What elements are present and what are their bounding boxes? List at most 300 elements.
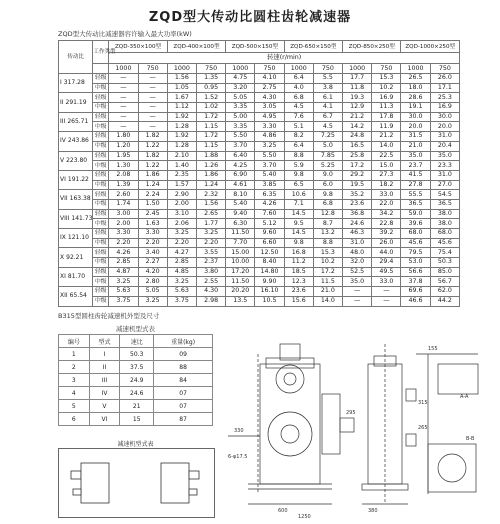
power-cell: 1.92 bbox=[167, 112, 196, 122]
power-cell: 23.3 bbox=[430, 161, 459, 171]
power-cell: 46.6 bbox=[401, 296, 430, 306]
power-cell: 15.6 bbox=[284, 296, 313, 306]
power-cell: 9.5 bbox=[284, 219, 313, 229]
type-table bbox=[58, 334, 213, 426]
roman-numeral: VI bbox=[60, 176, 66, 184]
power-cell: 27.0 bbox=[430, 180, 459, 190]
power-cell: 1.35 bbox=[196, 74, 225, 84]
model-header: ZQD-850×250型 bbox=[343, 41, 401, 53]
power-cell: 1.77 bbox=[196, 219, 225, 229]
power-cell: 69.6 bbox=[401, 287, 430, 297]
power-cell: 2.00 bbox=[109, 219, 138, 229]
power-cell: 6.4 bbox=[284, 74, 313, 84]
speed-cell: 750 bbox=[255, 64, 284, 74]
power-cell: 1.86 bbox=[138, 170, 167, 180]
power-cell: 4.30 bbox=[255, 93, 284, 103]
power-cell: 38.0 bbox=[430, 209, 459, 219]
power-cell: 5.50 bbox=[226, 132, 255, 142]
power-cell: 11.50 bbox=[226, 277, 255, 287]
power-cell: 1.56 bbox=[196, 199, 225, 209]
power-cell: 5.25 bbox=[313, 161, 342, 171]
power-cell: 7.6 bbox=[284, 112, 313, 122]
table-row bbox=[59, 122, 460, 132]
power-cell: 6.5 bbox=[284, 180, 313, 190]
power-cell: 30.0 bbox=[430, 112, 459, 122]
type-table-cell: 3 bbox=[59, 374, 90, 387]
power-cell: — bbox=[109, 74, 138, 84]
power-cell: 18.5 bbox=[284, 267, 313, 277]
power-cell: — bbox=[138, 83, 167, 93]
power-cell: 1.67 bbox=[167, 93, 196, 103]
ratio-cell bbox=[59, 74, 93, 93]
ratio-value: 317.28 bbox=[63, 79, 85, 87]
dim-label: 600 bbox=[278, 508, 288, 514]
ratio-cell bbox=[59, 170, 93, 189]
power-cell: 5.40 bbox=[255, 170, 284, 180]
power-cell: 5.1 bbox=[284, 122, 313, 132]
model-header: ZQD-1000×250型 bbox=[401, 41, 460, 53]
power-cell: 79.5 bbox=[401, 248, 430, 258]
power-cell: 1.52 bbox=[196, 93, 225, 103]
power-cell: 26.0 bbox=[430, 74, 459, 84]
power-cell: 15.3 bbox=[372, 74, 401, 84]
table-row bbox=[59, 267, 460, 277]
power-cell: 16.9 bbox=[430, 103, 459, 113]
power-cell: 8.10 bbox=[226, 190, 255, 200]
power-cell: 5.5 bbox=[313, 74, 342, 84]
ratio-value: 65.54 bbox=[69, 292, 87, 300]
power-cell: 39.2 bbox=[372, 229, 401, 239]
ratio-cell bbox=[59, 151, 93, 170]
power-cell: 3.25 bbox=[167, 277, 196, 287]
ratio-value: 265.71 bbox=[67, 117, 89, 125]
power-cell: 1.05 bbox=[167, 83, 196, 93]
power-cell: 68.0 bbox=[401, 229, 430, 239]
power-cell: 16.9 bbox=[372, 93, 401, 103]
power-cell: 1.12 bbox=[167, 103, 196, 113]
power-cell: 11.50 bbox=[226, 229, 255, 239]
power-cell: 31.0 bbox=[343, 238, 372, 248]
power-cell: 56.7 bbox=[430, 277, 459, 287]
power-cell: 2.60 bbox=[109, 190, 138, 200]
power-cell: 17.7 bbox=[343, 74, 372, 84]
power-cell: 1.24 bbox=[196, 180, 225, 190]
speed-cell: 750 bbox=[138, 64, 167, 74]
roman-numeral: V bbox=[60, 156, 65, 164]
power-cell: 1.57 bbox=[167, 180, 196, 190]
power-cell: 2.65 bbox=[196, 209, 225, 219]
work-type-cell: 中级 bbox=[93, 141, 109, 151]
power-cell: 3.55 bbox=[196, 248, 225, 258]
power-cell: 29.4 bbox=[372, 258, 401, 268]
table-row bbox=[59, 199, 460, 209]
ratio-cell bbox=[59, 229, 93, 248]
power-cell: 10.00 bbox=[226, 258, 255, 268]
power-cell: — bbox=[138, 74, 167, 84]
table-row bbox=[59, 74, 460, 84]
power-cell: 15.3 bbox=[313, 248, 342, 258]
power-cell: 6.4 bbox=[284, 141, 313, 151]
power-cell: 12.3 bbox=[284, 277, 313, 287]
power-cell: 14.2 bbox=[343, 122, 372, 132]
model-header: ZQD-350×100型 bbox=[109, 41, 167, 53]
roman-numeral: II bbox=[60, 98, 64, 106]
power-cell: 27.8 bbox=[401, 180, 430, 190]
power-cell: 2.32 bbox=[196, 190, 225, 200]
table-row bbox=[59, 141, 460, 151]
work-type-cell: 轻级 bbox=[93, 74, 109, 84]
power-cell: 48.0 bbox=[343, 248, 372, 258]
power-cell: — bbox=[138, 122, 167, 132]
power-cell: 1.72 bbox=[196, 112, 225, 122]
table-row bbox=[59, 180, 460, 190]
power-cell: 10.2 bbox=[372, 83, 401, 93]
speed-cell: 1000 bbox=[343, 64, 372, 74]
power-cell: 2.00 bbox=[167, 199, 196, 209]
model-header: ZQD-500×150型 bbox=[226, 41, 284, 53]
power-cell: 38.0 bbox=[430, 219, 459, 229]
roman-numeral: IX bbox=[60, 234, 66, 242]
ratio-cell bbox=[59, 267, 93, 286]
power-cell: 36.8 bbox=[343, 209, 372, 219]
ratio-value: 141.73 bbox=[71, 214, 93, 222]
power-cell: 1.82 bbox=[138, 132, 167, 142]
power-cell: 2.20 bbox=[196, 238, 225, 248]
speed-cell: 1000 bbox=[284, 64, 313, 74]
work-type-cell: 轻级 bbox=[93, 151, 109, 161]
power-cell: 35.0 bbox=[401, 151, 430, 161]
power-cell: 7.25 bbox=[313, 132, 342, 142]
power-cell: 1.24 bbox=[138, 180, 167, 190]
model-header: ZQD-400×100型 bbox=[167, 41, 225, 53]
power-cell: 4.27 bbox=[167, 248, 196, 258]
power-cell: 4.5 bbox=[284, 103, 313, 113]
table-row bbox=[59, 277, 460, 287]
power-cell: — bbox=[372, 287, 401, 297]
work-type-cell: 中级 bbox=[93, 199, 109, 209]
roman-numeral: XII bbox=[60, 292, 68, 300]
type-table-cell: 07 bbox=[154, 400, 213, 413]
power-cell: 30.0 bbox=[401, 112, 430, 122]
work-type-cell: 轻级 bbox=[93, 229, 109, 239]
power-cell: 3.05 bbox=[255, 103, 284, 113]
power-cell: 19.1 bbox=[401, 103, 430, 113]
type-table-cell: 07 bbox=[154, 387, 213, 400]
power-cell: 13.2 bbox=[313, 229, 342, 239]
main-table-caption: ZQD型大传动比减速器容许输入最大功率(kW) bbox=[58, 30, 192, 38]
type-table-cell: 5 bbox=[59, 400, 90, 413]
power-cell: 18.0 bbox=[401, 83, 430, 93]
power-cell: 3.35 bbox=[226, 122, 255, 132]
type-table-cell: 1 bbox=[59, 348, 90, 361]
power-cell: — bbox=[343, 287, 372, 297]
power-cell: 54.5 bbox=[430, 190, 459, 200]
power-cell: 55.5 bbox=[401, 190, 430, 200]
power-cell: 19.3 bbox=[343, 93, 372, 103]
table-row bbox=[59, 83, 460, 93]
power-cell: 3.75 bbox=[167, 296, 196, 306]
power-cell: 5.9 bbox=[284, 161, 313, 171]
power-cell: 17.2 bbox=[313, 267, 342, 277]
table-row bbox=[59, 161, 460, 171]
power-cell: 8.2 bbox=[284, 132, 313, 142]
power-cell: — bbox=[109, 93, 138, 103]
power-cell: 6.0 bbox=[313, 180, 342, 190]
table-row bbox=[59, 151, 460, 161]
ratio-value: 243.86 bbox=[67, 137, 89, 145]
power-cell: 3.30 bbox=[109, 229, 138, 239]
power-cell: 1.39 bbox=[109, 180, 138, 190]
power-cell: 6.40 bbox=[226, 151, 255, 161]
power-cell: 23.6 bbox=[284, 287, 313, 297]
power-cell: 20.4 bbox=[430, 141, 459, 151]
power-cell: 16.5 bbox=[343, 141, 372, 151]
power-cell: 3.30 bbox=[255, 122, 284, 132]
dim-label: 295 bbox=[346, 410, 356, 416]
model-header: ZQD-650×150型 bbox=[284, 41, 342, 53]
power-cell: 1.22 bbox=[138, 141, 167, 151]
speed-cell: 1000 bbox=[109, 64, 138, 74]
power-cell: 23.6 bbox=[343, 199, 372, 209]
work-type-cell: 轻级 bbox=[93, 112, 109, 122]
power-cell: 8.8 bbox=[284, 151, 313, 161]
power-cell: 3.25 bbox=[255, 141, 284, 151]
type-table-cell: II bbox=[89, 361, 120, 374]
power-cell: 36.5 bbox=[430, 199, 459, 209]
power-cell: 6.8 bbox=[284, 93, 313, 103]
power-cell: 4.26 bbox=[109, 248, 138, 258]
work-type-cell: 轻级 bbox=[93, 209, 109, 219]
type-table-row bbox=[59, 413, 213, 426]
power-cell: 13.5 bbox=[226, 296, 255, 306]
power-cell: 52.5 bbox=[343, 267, 372, 277]
power-cell: 6.30 bbox=[226, 219, 255, 229]
power-cell: 2.35 bbox=[167, 170, 196, 180]
speed-cell: 750 bbox=[372, 64, 401, 74]
power-cell: 2.20 bbox=[138, 238, 167, 248]
power-cell: 35.0 bbox=[430, 151, 459, 161]
power-cell: 27.3 bbox=[372, 170, 401, 180]
work-type-cell: 轻级 bbox=[93, 287, 109, 297]
dim-label: 330 bbox=[234, 428, 244, 434]
power-cell: 44.0 bbox=[372, 248, 401, 258]
power-cell: 2.85 bbox=[109, 258, 138, 268]
power-cell: 20.20 bbox=[226, 287, 255, 297]
work-type-cell: 中级 bbox=[93, 161, 109, 171]
power-cell: 4.61 bbox=[226, 180, 255, 190]
power-cell: 22.0 bbox=[372, 199, 401, 209]
power-cell: — bbox=[109, 103, 138, 113]
power-cell: 2.55 bbox=[196, 277, 225, 287]
power-cell: 35.2 bbox=[343, 190, 372, 200]
power-cell: 9.8 bbox=[284, 170, 313, 180]
power-cell: 2.10 bbox=[167, 151, 196, 161]
power-cell: 11.2 bbox=[284, 258, 313, 268]
power-cell: 6.7 bbox=[313, 112, 342, 122]
power-cell: 1.56 bbox=[167, 74, 196, 84]
work-type-cell: 中级 bbox=[93, 277, 109, 287]
power-cell: 6.1 bbox=[313, 93, 342, 103]
power-cell: 12.8 bbox=[313, 209, 342, 219]
table-row bbox=[59, 209, 460, 219]
power-cell: 20.0 bbox=[430, 122, 459, 132]
work-type-cell: 中级 bbox=[93, 258, 109, 268]
power-cell: 3.25 bbox=[109, 277, 138, 287]
power-cell: 3.25 bbox=[138, 296, 167, 306]
speed-cell: 750 bbox=[430, 64, 459, 74]
type-table-cell: 87 bbox=[154, 413, 213, 426]
power-cell: 14.80 bbox=[255, 267, 284, 277]
power-cell: 26.5 bbox=[401, 74, 430, 84]
type-table-cell: 84 bbox=[154, 374, 213, 387]
work-type-cell: 中级 bbox=[93, 219, 109, 229]
power-cell: 6.8 bbox=[313, 199, 342, 209]
type-table-cell: 15 bbox=[120, 413, 154, 426]
ratio-value: 223.80 bbox=[66, 156, 88, 164]
power-cell: 11.3 bbox=[372, 103, 401, 113]
work-type-cell: 轻级 bbox=[93, 267, 109, 277]
power-cell: 3.8 bbox=[313, 83, 342, 93]
ratio-value: 163.38 bbox=[69, 195, 91, 203]
type-table-row bbox=[59, 348, 213, 361]
type-table-header: 重量(kg) bbox=[154, 335, 213, 348]
power-cell: 0.95 bbox=[196, 83, 225, 93]
power-cell: 1.92 bbox=[167, 132, 196, 142]
power-cell: 31.0 bbox=[430, 132, 459, 142]
power-cell: — bbox=[138, 103, 167, 113]
table-row bbox=[59, 248, 460, 258]
power-cell: 5.00 bbox=[226, 112, 255, 122]
power-cell: 3.25 bbox=[167, 229, 196, 239]
power-cell: 16.10 bbox=[255, 287, 284, 297]
power-cell: 17.8 bbox=[372, 112, 401, 122]
type-table-header: 型式 bbox=[89, 335, 120, 348]
power-cell: 2.06 bbox=[167, 219, 196, 229]
power-cell: 9.40 bbox=[226, 209, 255, 219]
power-cell: 2.45 bbox=[138, 209, 167, 219]
power-cell: 34.2 bbox=[372, 209, 401, 219]
power-cell: 5.0 bbox=[313, 141, 342, 151]
power-cell: 16.8 bbox=[284, 248, 313, 258]
dim-label: 315 bbox=[418, 400, 428, 406]
power-cell: 75.4 bbox=[430, 248, 459, 258]
section-label: A-A bbox=[460, 394, 469, 400]
power-cell: 28.6 bbox=[401, 93, 430, 103]
power-cell: 9.8 bbox=[313, 190, 342, 200]
power-cell: 3.30 bbox=[138, 229, 167, 239]
power-cell: 23.7 bbox=[401, 161, 430, 171]
power-cell: 1.15 bbox=[196, 141, 225, 151]
table-row bbox=[59, 238, 460, 248]
work-type-cell: 轻级 bbox=[93, 248, 109, 258]
power-cell: 1.28 bbox=[167, 122, 196, 132]
power-cell: 10.6 bbox=[284, 190, 313, 200]
power-table bbox=[58, 40, 460, 307]
power-cell: 2.20 bbox=[109, 238, 138, 248]
power-cell: — bbox=[138, 112, 167, 122]
power-cell: 32.0 bbox=[343, 258, 372, 268]
power-cell: 4.25 bbox=[226, 161, 255, 171]
type-table-cell: VI bbox=[89, 413, 120, 426]
power-cell: 3.35 bbox=[226, 103, 255, 113]
power-cell: 1.82 bbox=[138, 151, 167, 161]
power-cell: 2.24 bbox=[138, 190, 167, 200]
speed-cell: 1000 bbox=[167, 64, 196, 74]
type-table-cell: 4 bbox=[59, 387, 90, 400]
type-table-cell: V bbox=[89, 400, 120, 413]
power-cell: 1.30 bbox=[109, 161, 138, 171]
section-label: B-B bbox=[466, 436, 475, 442]
power-cell: 85.0 bbox=[430, 267, 459, 277]
type-table-row bbox=[59, 361, 213, 374]
ratio-cell bbox=[59, 132, 93, 151]
power-cell: 1.50 bbox=[138, 199, 167, 209]
power-cell: 4.20 bbox=[138, 267, 167, 277]
table-row bbox=[59, 229, 460, 239]
power-cell: 11.9 bbox=[372, 122, 401, 132]
power-cell: 21.2 bbox=[372, 132, 401, 142]
type-table-row bbox=[59, 400, 213, 413]
power-cell: 2.27 bbox=[138, 258, 167, 268]
power-cell: 19.5 bbox=[343, 180, 372, 190]
power-cell: 6.90 bbox=[226, 170, 255, 180]
small-table-caption: 减速机型式表 bbox=[116, 325, 155, 333]
power-cell: 1.86 bbox=[196, 170, 225, 180]
speed-cell: 750 bbox=[313, 64, 342, 74]
work-type-cell: 中级 bbox=[93, 238, 109, 248]
power-cell: 33.0 bbox=[372, 277, 401, 287]
power-cell: 3.25 bbox=[196, 229, 225, 239]
table-row bbox=[59, 219, 460, 229]
power-cell: 37.8 bbox=[401, 277, 430, 287]
power-cell: 1.15 bbox=[196, 122, 225, 132]
type-table-cell: 21 bbox=[120, 400, 154, 413]
power-cell: 4.26 bbox=[255, 199, 284, 209]
power-cell: 44.2 bbox=[430, 296, 459, 306]
table-row bbox=[59, 296, 460, 306]
power-cell: 3.85 bbox=[255, 180, 284, 190]
dim-label: 380 bbox=[368, 508, 378, 514]
ratio-cell bbox=[59, 112, 93, 131]
type-table-cell: 24.9 bbox=[120, 374, 154, 387]
ratio-value: 92.21 bbox=[66, 253, 84, 261]
power-cell: 2.80 bbox=[138, 277, 167, 287]
power-cell: — bbox=[343, 296, 372, 306]
power-cell: 2.98 bbox=[196, 296, 225, 306]
type-table-cell: IV bbox=[89, 387, 120, 400]
power-cell: 36.5 bbox=[401, 199, 430, 209]
ratio-cell bbox=[59, 248, 93, 267]
power-cell: 33.0 bbox=[372, 190, 401, 200]
bottom-caption: 减速机型式表 bbox=[117, 441, 154, 448]
table-row bbox=[59, 93, 460, 103]
power-cell: 4.1 bbox=[313, 103, 342, 113]
table-row bbox=[59, 103, 460, 113]
work-type-cell: 轻级 bbox=[93, 93, 109, 103]
drawing-caption: B315型圆柱齿轮减速机外型及尺寸 bbox=[58, 312, 160, 320]
power-cell: 15.0 bbox=[372, 161, 401, 171]
power-cell: 2.08 bbox=[109, 170, 138, 180]
power-cell: 14.0 bbox=[313, 296, 342, 306]
power-cell: 5.12 bbox=[255, 219, 284, 229]
power-cell: 14.0 bbox=[372, 141, 401, 151]
roman-numeral: X bbox=[60, 253, 65, 261]
power-cell: 6.35 bbox=[255, 190, 284, 200]
power-cell: 22.8 bbox=[372, 219, 401, 229]
power-cell: 62.0 bbox=[430, 287, 459, 297]
power-cell: 24.6 bbox=[343, 219, 372, 229]
power-cell: 3.10 bbox=[167, 209, 196, 219]
